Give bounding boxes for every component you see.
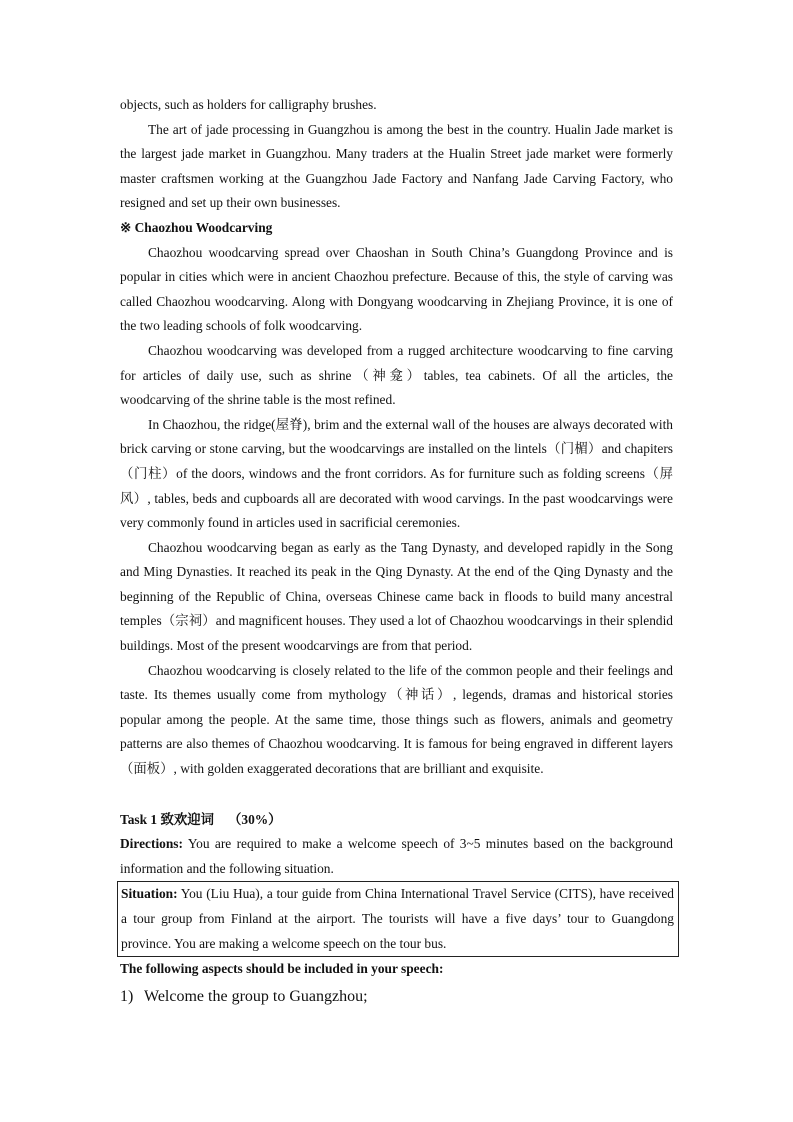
section-title: Chaozhou Woodcarving <box>134 219 273 235</box>
document-body <box>120 93 673 1010</box>
situation-box <box>117 881 679 957</box>
paragraph: In Chaozhou, the ridge(屋脊), brim and the external wall of the houses are always decorated with brick carving or stone carving, but the woodcarvings are installed on the lintels（门楣）and chapiters（门柱）of the doors, windows and the front corridors. As for furniture such as folding screens（屏风）, tables, beds and cupboards all are decorated with wood carvings. In the past woodcarvings were very commonly found in articles used in sacrificial ceremonies. <box>120 416 673 531</box>
paragraph: The art of jade processing in Guangzhou is among the best in the country. Hualin Jade market is the largest jade market in Guangzhou. Many traders at the Hualin Street jade market were formerly master craftsmen working at the Guangzhou Jade Factory and Nanfang Jade Carving Factory, who resigned and set up their own businesses. <box>120 121 673 211</box>
task-heading <box>120 808 673 833</box>
paragraph: Chaozhou woodcarving spread over Chaoshan in South China’s Guangdong Province and is popular in cities which were in ancient Chaozhou prefecture. Because of this, the style of carving was called Chaozhou woodcarving. Along with Dongyang woodcarving in Zhejiang Province, it is one of the two leading schools of folk woodcarving. <box>120 244 673 334</box>
paragraph: Chaozhou woodcarving is closely related to the life of the common people and their feelings and taste. Its themes usually come from mythology（神话）, legends, dramas and historical stories popular among the people. At the same time, those things such as flowers, animals and geometry patterns are also themes of Chaozhou woodcarving. It is famous for being engraved in different layers（面板）, with golden exaggerated decorations that are brilliant and exquisite. <box>120 662 673 777</box>
directions-label: Directions: <box>120 836 183 852</box>
aspects-title: The following aspects should be included in your speech: <box>120 961 444 977</box>
situation-text: You (Liu Hua), a tour guide from China International Travel Service (CITS), have received a tour group from Finland at the airport. The tourists will have a five days’ tour to Guangdong province. You are making a welcome speech on the tour bus. <box>121 886 674 951</box>
paragraph: Chaozhou woodcarving was developed from a rugged architecture woodcarving to fine carving for articles of daily use, such as shrine（神龛）tables, tea cabinets. Of all the articles, the woodcarving of the shrine table is the most refined. <box>120 342 673 408</box>
situation-label: Situation: <box>121 886 178 902</box>
paragraph: objects, such as holders for calligraphy brushes. <box>120 97 377 112</box>
task-title: Task 1 致欢迎词 <box>120 811 215 827</box>
section-heading <box>120 216 673 241</box>
reference-mark-icon: ※ <box>120 219 132 235</box>
list-item-text: Welcome the group to Guangzhou; <box>144 987 368 1005</box>
directions <box>120 832 673 881</box>
list-item-number: 1) <box>120 987 134 1005</box>
directions-text: You are required to make a welcome speech of 3~5 minutes based on the background information and the following situation. <box>120 836 673 876</box>
list-item <box>120 984 673 1010</box>
task-percent: （30%） <box>228 811 282 827</box>
paragraph: Chaozhou woodcarving began as early as the Tang Dynasty, and developed rapidly in the Song and Ming Dynasties. It reached its peak in the Qing Dynasty. At the end of the Qing Dynasty and the beginning of the Republic of China, overseas Chinese came back in floods to build many ancestral temples（宗祠）and magnificent houses. They used a lot of Chaozhou woodcarvings in their splendid buildings. Most of the present woodcarvings are from that period. <box>120 539 673 654</box>
